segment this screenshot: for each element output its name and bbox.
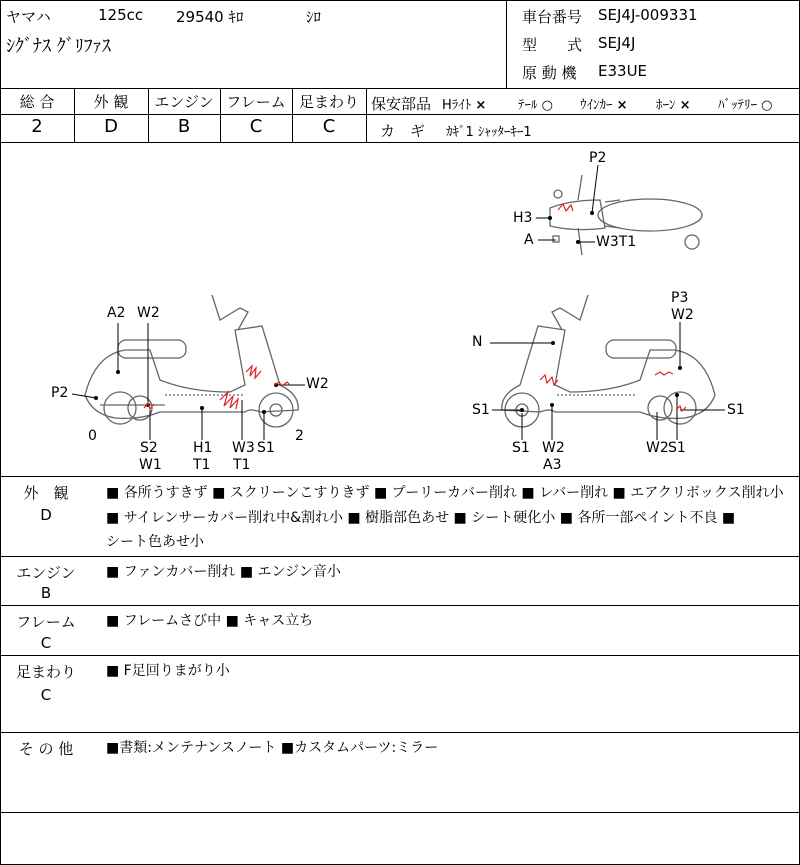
key-value: ｶｷﾞ1 ｼｬｯﾀｰｷｰ1 [446,125,532,140]
grid-line [0,605,800,606]
diagram-label: T1 [233,457,251,473]
diagram-label: A2 [107,305,126,321]
diagram-label: P2 [51,385,69,401]
detail-line: ■ 各所うすきず ■ スクリーンこすりきず ■ プーリーカバー削れ ■ レバー削れ ■ エアクリボックス削れ小 [106,485,784,501]
diagram-label: W2 [671,307,694,323]
mileage: 29540 ｷﾛ [176,8,244,26]
diagram-label: A3 [543,457,562,473]
frame-no-value: SEJ4J-009331 [598,6,698,24]
detail-category-frame: フレーム [16,613,76,631]
diagram-label: W2 [542,440,565,456]
grade-value-suspension: C [322,116,336,137]
detail-category-suspension: 足まわり [15,663,76,681]
diagram-label: H3 [513,210,533,226]
model-name: ｼｸﾞﾅｽ ｸﾞﾘﾌｧｽ [6,36,111,57]
diagram-label: S2 [140,440,158,456]
safety-item-tail [518,94,553,113]
diagram-label: N [472,334,483,350]
diagram-label: S1 [727,402,745,418]
detail-line: ■書類:メンテナンスノート ■カスタムパーツ:ミラー [106,740,439,756]
engine-value: E33UE [598,62,648,80]
frame-no-label: 車台番号 [522,8,583,26]
detail-grade-exterior: D [40,506,52,524]
detail-category-engine: エンジン [16,564,76,582]
detail-category-other: そ の 他 [18,740,74,758]
grade-header-frame: フレーム [226,93,286,111]
safety-item-mark: ○ [541,98,553,113]
grade-value-engine: B [177,116,191,137]
safety-item-name: ﾃｰﾙ [518,98,538,113]
grade-header-suspension: 足まわり [298,93,359,111]
diagram-label: W2 [646,440,669,456]
detail-grade-engine: B [40,584,52,602]
safety-item-horn [656,94,691,113]
safety-item-mark: × [616,98,628,113]
grid-line [0,732,800,733]
diagram-label: 0 [88,428,97,444]
safety-item-headlight [442,94,486,113]
key-label: カ ギ [380,122,426,140]
type-value: SEJ4J [598,34,636,52]
diagram-label: A [524,232,534,248]
detail-grade-frame: C [40,634,52,652]
grid-line [0,556,800,557]
diagram-label: S1 [668,440,686,456]
diagram-label: H1 [193,440,213,456]
safety-label: 保安部品 [371,95,432,113]
type-label: 型 式 [522,36,583,54]
grid-line [0,476,800,477]
safety-item-battery [718,94,772,113]
grid-line [0,655,800,656]
grid-line [366,88,367,142]
diagram-label: W3 [232,440,255,456]
maker: ヤマハ [6,8,51,26]
safety-item-name: Hﾗｲﾄ [442,98,472,113]
diagram-label: 2 [295,428,304,444]
diagram-label: S1 [512,440,530,456]
detail-line: シート色あせ小 [106,534,204,550]
diagram-label: P3 [671,290,689,306]
grid-line [0,88,800,89]
diagram-label: W1 [139,457,162,473]
detail-line: ■ ファンカバー削れ ■ エンジン音小 [106,564,341,580]
grade-value-exterior: D [104,116,118,137]
detail-line: ■ サイレンサーカバー削れ中&割れ小 ■ 樹脂部色あせ ■ シート硬化小 ■ 各所一部ペイント不良 ■ [106,510,736,526]
detail-category-exterior: 外 観 [23,484,69,502]
grade-value-frame: C [249,116,263,137]
diagram-label: S1 [257,440,275,456]
grade-header-exterior: 外 観 [93,93,129,111]
diagram-label: P2 [589,150,607,166]
safety-item-mark: × [679,98,691,113]
diagram-label: W2 [137,305,160,321]
grid-line [0,812,800,813]
safety-item-winker [580,94,628,113]
engine-label: 原 動 機 [522,64,577,82]
diagram-label: S1 [472,402,490,418]
grid-line [366,114,800,115]
grade-header-engine: エンジン [154,93,214,111]
safety-item-name: ﾊﾞｯﾃﾘｰ [718,98,757,113]
safety-item-name: ｳｲﾝｶｰ [580,98,613,113]
grade-header-overall: 総 合 [19,93,55,111]
grade-value-overall: 2 [31,116,43,137]
safety-item-name: ﾎｰﾝ [656,98,676,113]
header-divider [506,0,507,88]
detail-line: ■ フレームさび中 ■ キャス立ち [106,613,314,629]
diagram-label: T1 [193,457,211,473]
diagram-label: W3T1 [596,234,637,250]
detail-line: ■ F足回りまがり小 [106,663,230,679]
detail-grade-suspension: C [40,686,52,704]
grid-line [0,114,366,115]
safety-item-mark: ○ [761,98,773,113]
color: ｼﾛ [306,8,322,26]
safety-item-mark: × [475,98,487,113]
diagram-label: W2 [306,376,329,392]
displacement: 125cc [98,6,144,24]
